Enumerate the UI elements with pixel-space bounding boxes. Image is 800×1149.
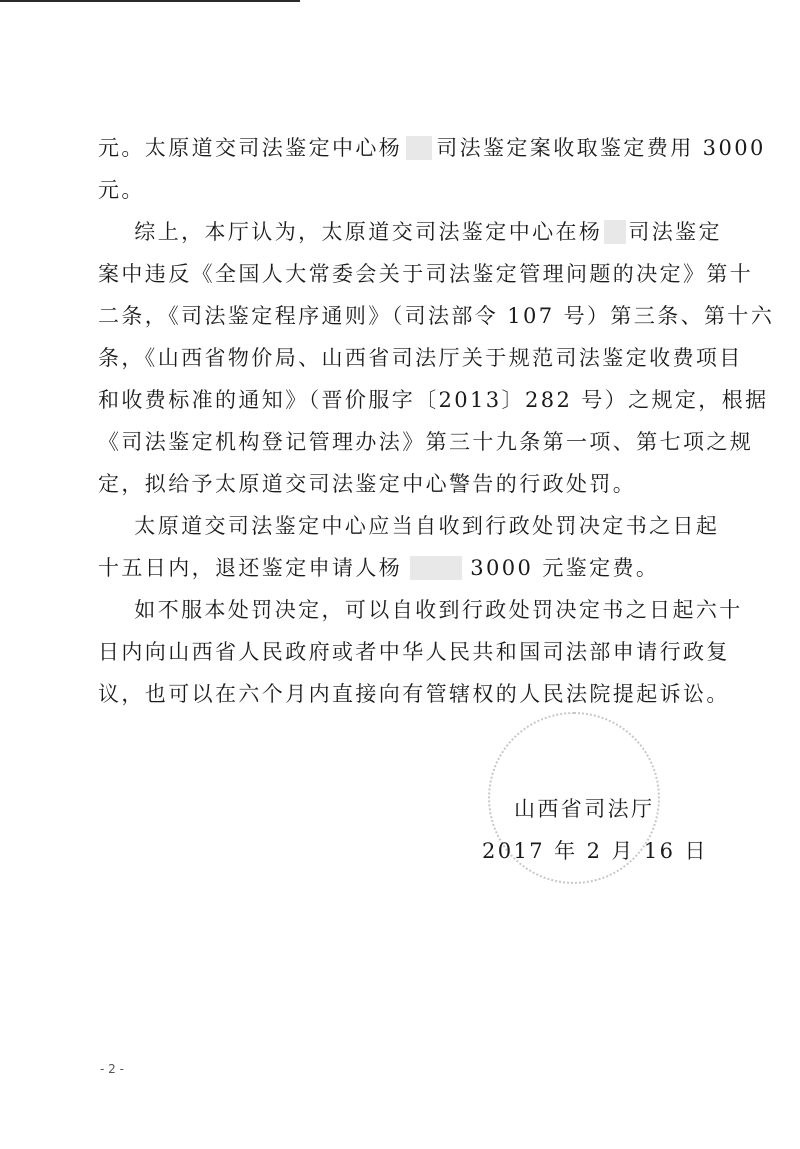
line-text: 议，也可以在六个月内直接向有管辖权的人民法院提起诉讼。 [98,682,730,706]
line-text: 综上，本厅认为，太原道交司法鉴定中心在杨 [98,220,603,244]
line-text: 案中违反《全国人大常委会关于司法鉴定管理问题的决定》第十 [98,262,754,286]
line-text: 和收费标准的通知》（晋价服字〔2013〕282 号）之规定，根据 [98,388,769,412]
issue-date: 2017 年 2 月 16 日 [482,839,708,863]
paragraph-line [98,680,730,708]
line-text: 3000 元鉴定费。 [470,556,660,580]
line-text: 司法鉴定案收取鉴定费用 3000 [436,136,766,160]
line-text: 日内向山西省人民政府或者中华人民共和国司法部申请行政复 [98,640,730,664]
line-text: 定，拟给予太原道交司法鉴定中心警告的行政处罚。 [98,472,637,496]
paragraph-line [98,554,659,582]
paragraph-line [98,638,730,666]
line-text: 二条，《司法鉴定程序通则》（司法部令 107 号）第三条、第十六 [98,304,775,328]
paragraph-line [98,134,766,162]
redaction-box [604,220,626,244]
paragraph-line [98,512,719,540]
redaction-box [410,556,462,580]
paragraph-line [98,470,636,498]
paragraph-line [98,218,722,246]
page-number: - 2 - [100,1062,124,1076]
line-text: 元。 [98,178,145,202]
paragraph-line [98,260,753,288]
paragraph-line [98,176,145,204]
issuer-name: 山西省司法厅 [514,797,655,821]
line-text: 太原道交司法鉴定中心应当自收到行政处罚决定书之日起 [98,514,720,538]
paragraph-line [98,344,743,372]
line-text: 《司法鉴定机构登记管理办法》第三十九条第一项、第七项之规 [98,430,754,454]
line-text: 十五日内，退还鉴定申请人杨 [98,556,403,580]
line-text: 条，《山西省物价局、山西省司法厅关于规范司法鉴定收费项目 [98,346,743,370]
paragraph-line [98,428,753,456]
paragraph-line [98,596,743,624]
line-text: 元。太原道交司法鉴定中心杨 [98,136,403,160]
paragraph-line [98,386,769,414]
line-text: 如不服本处罚决定，可以自收到行政处罚决定书之日起六十 [98,598,743,622]
line-text: 司法鉴定 [628,220,722,244]
redaction-box [406,136,432,160]
paragraph-line [98,302,774,330]
